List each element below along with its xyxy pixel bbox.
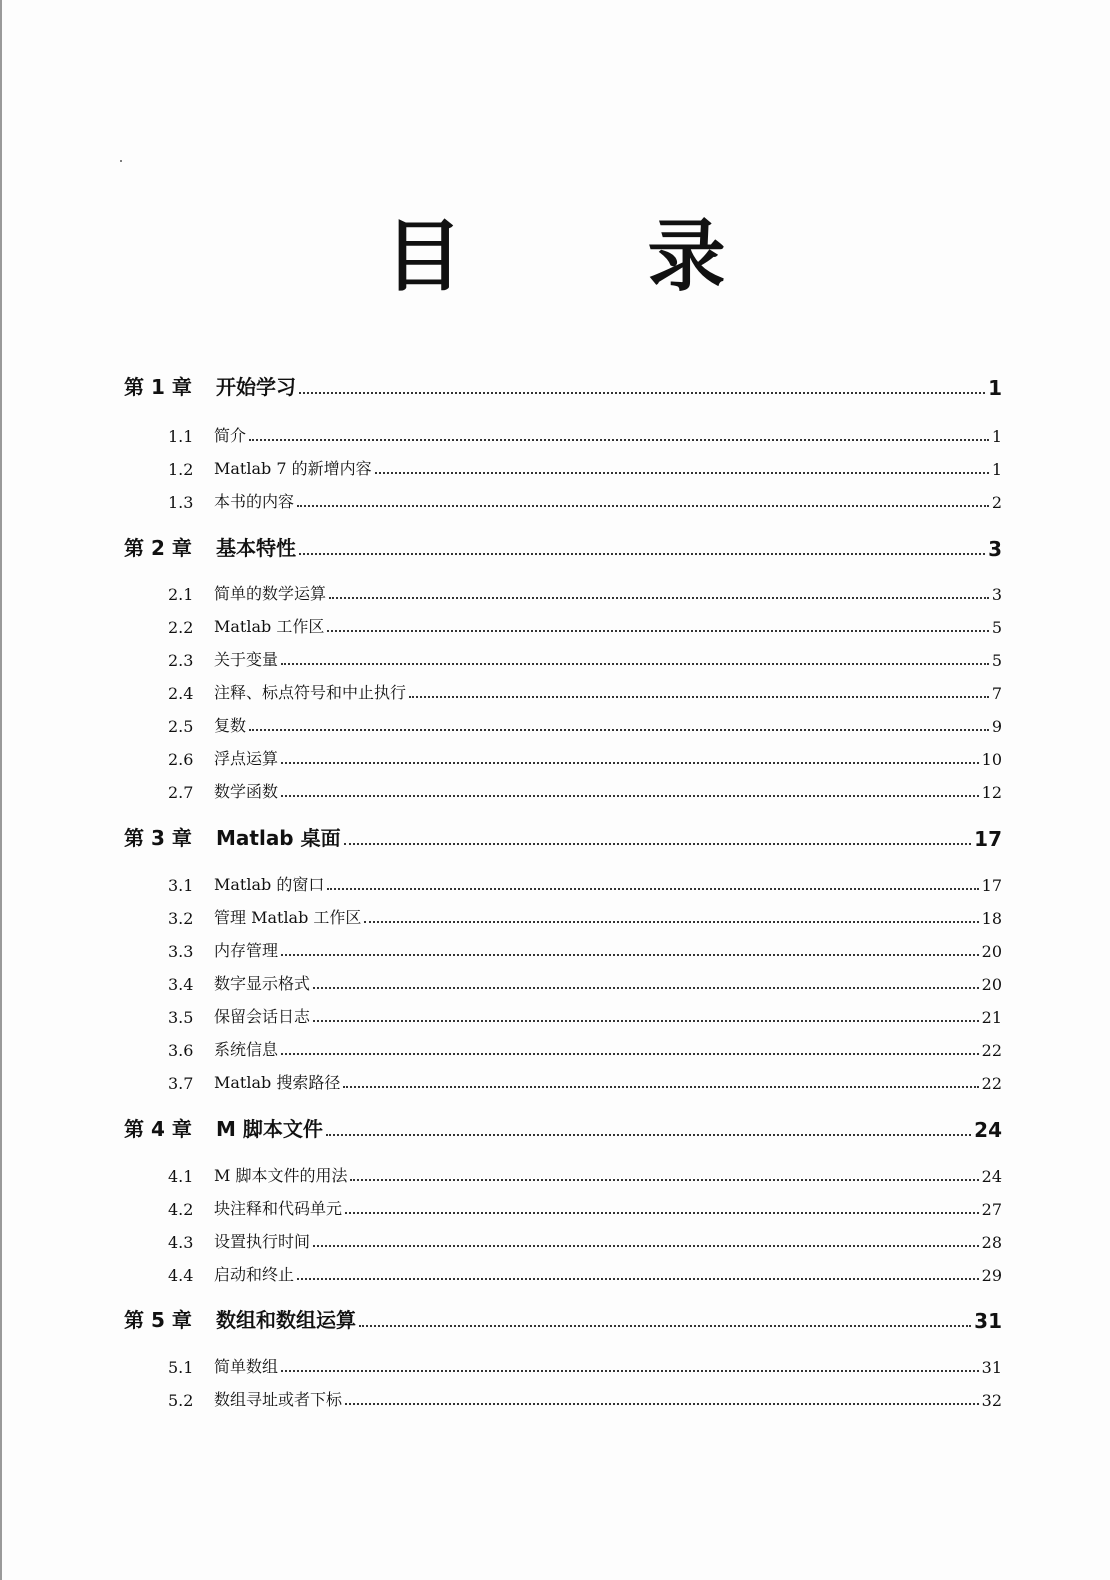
section-title: Matlab 搜索路径 bbox=[214, 1073, 341, 1092]
dot-leader bbox=[313, 1245, 979, 1247]
section-page: 1 bbox=[991, 427, 1002, 446]
chapter-title: Matlab 桌面 bbox=[216, 826, 341, 850]
section-page: 20 bbox=[981, 942, 1002, 961]
dot-leader bbox=[281, 1053, 979, 1055]
toc-section-2-5[interactable] bbox=[168, 712, 1002, 736]
section-page: 1 bbox=[991, 460, 1002, 479]
section-page: 31 bbox=[981, 1358, 1002, 1377]
chapter-page: 17 bbox=[974, 827, 1002, 851]
section-page: 18 bbox=[981, 909, 1002, 928]
dot-leader bbox=[281, 663, 989, 665]
toc-section-4-2[interactable] bbox=[168, 1195, 1002, 1219]
section-title: 保留会话日志 bbox=[214, 1007, 311, 1026]
page-title bbox=[0, 212, 1110, 302]
section-number: 5.1 bbox=[168, 1358, 194, 1377]
toc-section-3-3[interactable] bbox=[168, 937, 1002, 961]
section-page: 20 bbox=[981, 975, 1002, 994]
dot-leader bbox=[281, 795, 979, 797]
chapter-number: 第 5 章 bbox=[124, 1308, 192, 1332]
section-page: 7 bbox=[991, 684, 1002, 703]
section-number: 3.6 bbox=[168, 1041, 194, 1060]
section-page: 2 bbox=[991, 493, 1002, 512]
toc-chapter-3[interactable] bbox=[124, 821, 1002, 851]
section-page: 27 bbox=[981, 1200, 1002, 1219]
section-page: 22 bbox=[981, 1041, 1002, 1060]
dot-leader bbox=[281, 1370, 979, 1372]
section-title: 简单数组 bbox=[214, 1357, 279, 1376]
section-number: 4.2 bbox=[168, 1200, 194, 1219]
dot-leader bbox=[345, 1212, 979, 1214]
chapter-title: 开始学习 bbox=[216, 375, 296, 399]
toc-section-3-1[interactable] bbox=[168, 871, 1002, 895]
section-number: 2.7 bbox=[168, 783, 194, 802]
toc-section-2-6[interactable] bbox=[168, 745, 1002, 769]
chapter-title: 数组和数组运算 bbox=[216, 1308, 356, 1332]
section-title: 本书的内容 bbox=[214, 492, 295, 511]
section-page: 12 bbox=[981, 783, 1002, 802]
section-number: 3.4 bbox=[168, 975, 194, 994]
toc-section-3-7[interactable] bbox=[168, 1069, 1002, 1093]
section-number: 4.4 bbox=[168, 1266, 194, 1285]
section-page: 5 bbox=[991, 618, 1002, 637]
section-number: 3.1 bbox=[168, 876, 194, 895]
section-page: 21 bbox=[981, 1008, 1002, 1027]
section-title: 简介 bbox=[214, 426, 247, 445]
chapter-number: 第 4 章 bbox=[124, 1117, 192, 1141]
dot-leader bbox=[344, 843, 972, 845]
chapter-title: M 脚本文件 bbox=[216, 1117, 323, 1141]
toc-section-4-1[interactable] bbox=[168, 1162, 1002, 1186]
section-number: 1.2 bbox=[168, 460, 194, 479]
section-title: Matlab 7 的新增内容 bbox=[214, 459, 372, 478]
toc-chapter-4[interactable] bbox=[124, 1112, 1002, 1142]
section-title: 浮点运算 bbox=[214, 749, 279, 768]
section-page: 28 bbox=[981, 1233, 1002, 1252]
toc-section-3-6[interactable] bbox=[168, 1036, 1002, 1060]
chapter-page: 1 bbox=[988, 376, 1002, 400]
toc-section-1-2[interactable] bbox=[168, 455, 1002, 479]
toc-section-1-1[interactable] bbox=[168, 422, 1002, 446]
section-title: 复数 bbox=[214, 716, 247, 735]
dot-leader bbox=[313, 987, 979, 989]
toc-section-2-3[interactable] bbox=[168, 646, 1002, 670]
toc-section-5-1[interactable] bbox=[168, 1353, 1002, 1377]
toc-section-3-5[interactable] bbox=[168, 1003, 1002, 1027]
dot-leader bbox=[249, 439, 989, 441]
section-number: 2.4 bbox=[168, 684, 194, 703]
section-number: 3.5 bbox=[168, 1008, 194, 1027]
chapter-page: 24 bbox=[974, 1118, 1002, 1142]
section-page: 22 bbox=[981, 1074, 1002, 1093]
section-title: 数组寻址或者下标 bbox=[214, 1390, 343, 1409]
toc-section-5-2[interactable] bbox=[168, 1386, 1002, 1410]
section-number: 2.6 bbox=[168, 750, 194, 769]
toc-section-3-4[interactable] bbox=[168, 970, 1002, 994]
section-number: 2.2 bbox=[168, 618, 194, 637]
toc-section-4-4[interactable] bbox=[168, 1261, 1002, 1285]
dot-leader bbox=[281, 954, 979, 956]
toc-section-2-1[interactable] bbox=[168, 580, 1002, 604]
dot-leader bbox=[297, 505, 989, 507]
toc-chapter-2[interactable] bbox=[124, 531, 1002, 561]
section-page: 24 bbox=[981, 1167, 1002, 1186]
dot-leader bbox=[350, 1179, 978, 1181]
dot-leader bbox=[281, 762, 979, 764]
section-title: 关于变量 bbox=[214, 650, 279, 669]
section-title: 块注释和代码单元 bbox=[214, 1199, 343, 1218]
dot-leader bbox=[299, 392, 985, 394]
section-number: 5.2 bbox=[168, 1391, 194, 1410]
dot-leader bbox=[364, 921, 978, 923]
section-number: 4.1 bbox=[168, 1167, 194, 1186]
chapter-number: 第 1 章 bbox=[124, 375, 192, 399]
section-number: 3.2 bbox=[168, 909, 194, 928]
section-title: 系统信息 bbox=[214, 1040, 279, 1059]
section-page: 32 bbox=[981, 1391, 1002, 1410]
chapter-page: 31 bbox=[974, 1309, 1002, 1333]
dot-leader bbox=[375, 472, 989, 474]
section-title: 数字显示格式 bbox=[214, 974, 311, 993]
toc-section-2-4[interactable] bbox=[168, 679, 1002, 703]
dot-leader bbox=[329, 597, 989, 599]
dot-leader bbox=[343, 1086, 978, 1088]
toc-section-2-7[interactable] bbox=[168, 778, 1002, 802]
dot-leader bbox=[297, 1278, 979, 1280]
chapter-page: 3 bbox=[988, 537, 1002, 561]
section-title: 设置执行时间 bbox=[214, 1232, 311, 1251]
section-title: 简单的数学运算 bbox=[214, 584, 327, 603]
toc-section-3-2[interactable] bbox=[168, 904, 1002, 928]
section-number: 2.5 bbox=[168, 717, 194, 736]
chapter-title: 基本特性 bbox=[216, 536, 296, 560]
section-number: 4.3 bbox=[168, 1233, 194, 1252]
dot-leader bbox=[249, 729, 989, 731]
section-number: 3.3 bbox=[168, 942, 194, 961]
section-title: 启动和终止 bbox=[214, 1265, 295, 1284]
toc-section-4-3[interactable] bbox=[168, 1228, 1002, 1252]
title-char-2: 录 bbox=[647, 211, 726, 302]
dot-leader bbox=[327, 630, 988, 632]
section-page: 9 bbox=[991, 717, 1002, 736]
section-number: 2.3 bbox=[168, 651, 194, 670]
dot-leader bbox=[359, 1325, 971, 1327]
section-title: 内存管理 bbox=[214, 941, 279, 960]
toc-section-2-2[interactable] bbox=[168, 613, 1002, 637]
section-title: 数学函数 bbox=[214, 782, 279, 801]
chapter-number: 第 3 章 bbox=[124, 826, 192, 850]
section-title: Matlab 工作区 bbox=[214, 617, 325, 636]
section-number: 2.1 bbox=[168, 585, 194, 604]
section-number: 3.7 bbox=[168, 1074, 194, 1093]
section-page: 10 bbox=[981, 750, 1002, 769]
dot-leader bbox=[299, 553, 985, 555]
dot-leader bbox=[345, 1403, 979, 1405]
chapter-number: 第 2 章 bbox=[124, 536, 192, 560]
section-number: 1.3 bbox=[168, 493, 194, 512]
toc-chapter-1[interactable] bbox=[124, 370, 1002, 400]
toc-section-1-3[interactable] bbox=[168, 488, 1002, 512]
section-title: M 脚本文件的用法 bbox=[214, 1166, 348, 1185]
dot-leader bbox=[409, 696, 989, 698]
section-title: Matlab 的窗口 bbox=[214, 875, 325, 894]
dot-leader bbox=[327, 888, 978, 890]
section-page: 17 bbox=[981, 876, 1002, 895]
section-title: 注释、标点符号和中止执行 bbox=[214, 683, 407, 702]
section-page: 3 bbox=[991, 585, 1002, 604]
dot-leader bbox=[313, 1020, 979, 1022]
section-page: 5 bbox=[991, 651, 1002, 670]
section-page: 29 bbox=[981, 1266, 1002, 1285]
toc-chapter-5[interactable] bbox=[124, 1303, 1002, 1333]
section-number: 1.1 bbox=[168, 427, 194, 446]
section-title: 管理 Matlab 工作区 bbox=[214, 908, 362, 927]
title-char-1: 目 bbox=[384, 211, 463, 302]
scan-speck bbox=[120, 160, 122, 162]
dot-leader bbox=[326, 1134, 971, 1136]
